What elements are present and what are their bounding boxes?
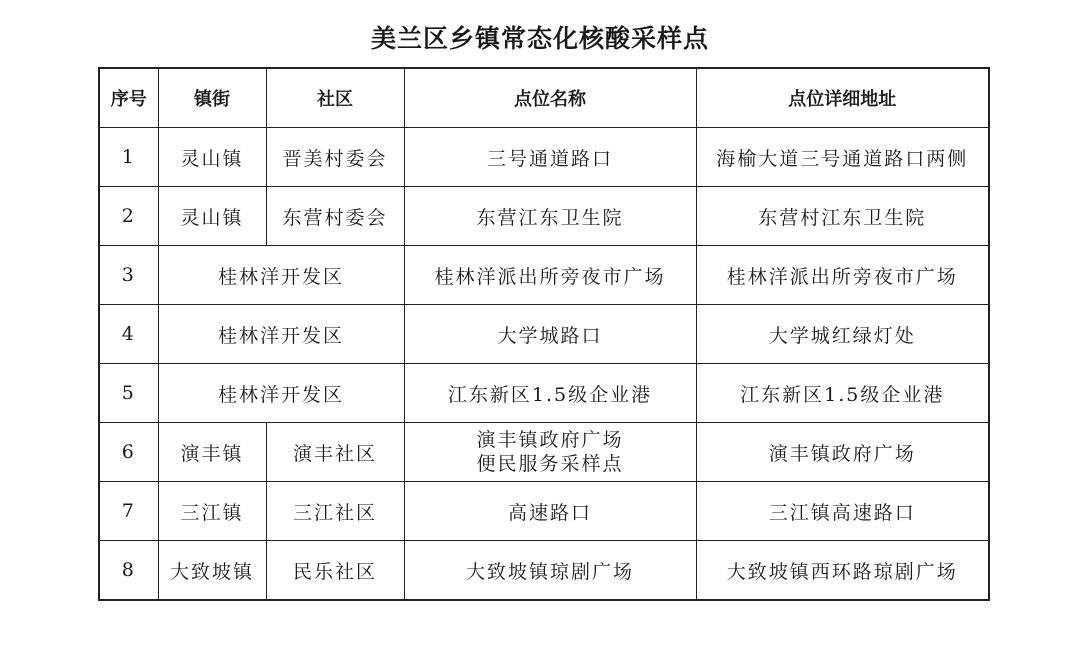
table-row xyxy=(99,423,989,482)
table-row xyxy=(99,364,989,423)
community-cell: 演丰社区 xyxy=(266,423,404,482)
address-cell: 大致坡镇西环路琼剧广场 xyxy=(696,541,989,601)
row-number: 4 xyxy=(99,305,158,364)
row-number: 5 xyxy=(99,364,158,423)
table-row xyxy=(99,187,989,246)
town-cell: 灵山镇 xyxy=(158,128,266,187)
town-cell: 三江镇 xyxy=(158,482,266,541)
table-row xyxy=(99,482,989,541)
site-name-cell: 大学城路口 xyxy=(404,305,696,364)
row-number: 8 xyxy=(99,541,158,601)
town-merged-cell: 桂林洋开发区 xyxy=(158,246,404,305)
community-cell: 晋美村委会 xyxy=(266,128,404,187)
row-number: 3 xyxy=(99,246,158,305)
address-cell: 演丰镇政府广场 xyxy=(696,423,989,482)
site-name-cell: 大致坡镇琼剧广场 xyxy=(404,541,696,601)
site-name-line: 便民服务采样点 xyxy=(476,453,624,475)
header-address: 点位详细地址 xyxy=(696,68,989,128)
town-cell: 演丰镇 xyxy=(158,423,266,482)
site-name-cell: 东营江东卫生院 xyxy=(404,187,696,246)
row-number: 6 xyxy=(99,423,158,482)
address-cell: 东营村江东卫生院 xyxy=(696,187,989,246)
address-cell: 三江镇高速路口 xyxy=(696,482,989,541)
table-row xyxy=(99,541,989,601)
town-merged-cell: 桂林洋开发区 xyxy=(158,364,404,423)
community-cell: 东营村委会 xyxy=(266,187,404,246)
table-header-row xyxy=(99,68,989,128)
site-name-cell: 三号通道路口 xyxy=(404,128,696,187)
header-community: 社区 xyxy=(266,68,404,128)
town-merged-cell: 桂林洋开发区 xyxy=(158,305,404,364)
address-cell: 大学城红绿灯处 xyxy=(696,305,989,364)
table-row xyxy=(99,246,989,305)
site-name-cell xyxy=(404,423,696,482)
table-row xyxy=(99,305,989,364)
row-number: 2 xyxy=(99,187,158,246)
site-name-cell: 江东新区1.5级企业港 xyxy=(404,364,696,423)
header-site-name: 点位名称 xyxy=(404,68,696,128)
page-title: 美兰区乡镇常态化核酸采样点 xyxy=(370,24,709,53)
town-cell: 灵山镇 xyxy=(158,187,266,246)
sampling-sites-table xyxy=(98,67,990,601)
row-number: 7 xyxy=(99,482,158,541)
site-name-cell: 桂林洋派出所旁夜市广场 xyxy=(404,246,696,305)
site-name-cell: 高速路口 xyxy=(404,482,696,541)
site-name-line: 演丰镇政府广场 xyxy=(476,429,624,451)
town-cell: 大致坡镇 xyxy=(158,541,266,601)
table-row xyxy=(99,128,989,187)
address-cell: 海榆大道三号通道路口两侧 xyxy=(696,128,989,187)
header-no: 序号 xyxy=(99,68,158,128)
row-number: 1 xyxy=(99,128,158,187)
address-cell: 江东新区1.5级企业港 xyxy=(696,364,989,423)
community-cell: 三江社区 xyxy=(266,482,404,541)
community-cell: 民乐社区 xyxy=(266,541,404,601)
address-cell: 桂林洋派出所旁夜市广场 xyxy=(696,246,989,305)
header-town: 镇街 xyxy=(158,68,266,128)
